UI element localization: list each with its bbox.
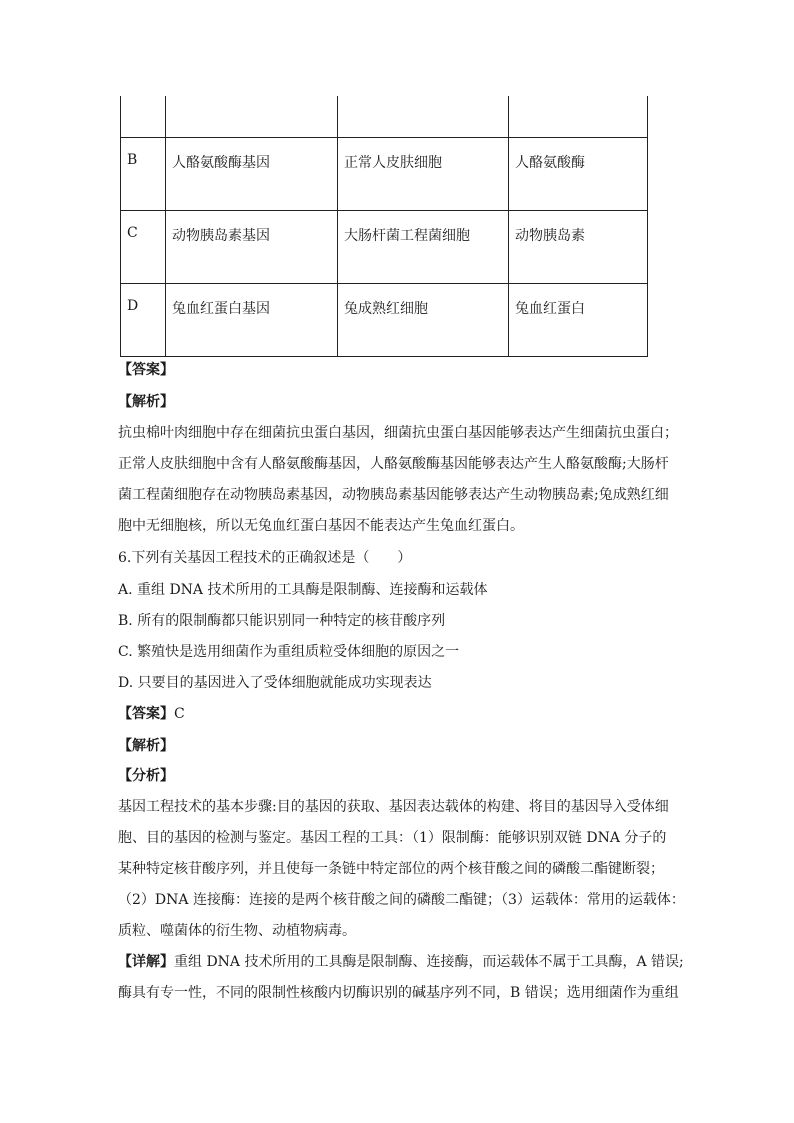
q6-detail-label: 【详解】 — [118, 954, 174, 970]
text-line: 正常人皮肤细胞中含有人酪氨酸酶基因，人酪氨酸酶基因能够表达产生人酪氨酸酶;大肠杆 — [118, 456, 669, 472]
text-line: 某种特定核苷酸序列，并且使每一条链中特定部位的两个核苷酸之间的磷酸二酯键断裂； — [118, 861, 664, 877]
table-row — [121, 138, 648, 211]
text-line: 质粒、噬菌体的衍生物、动植物病毒。 — [118, 923, 356, 939]
q6-answer-label: 【答案】 — [118, 706, 174, 722]
q6-option-b: B. 所有的限制酶都只能识别同一种特定的核苷酸序列 — [118, 613, 446, 629]
q6-answer-value: C — [174, 706, 185, 722]
table-cell-gene: 兔血红蛋白基因 — [166, 284, 338, 357]
q6-option-a: A. 重组 DNA 技术所用的工具酶是限制酶、连接酶和运载体 — [118, 582, 488, 598]
text-line-content: 重组 DNA 技术所用的工具酶是限制酶、连接酶，而运载体不属于工具酶，A 错误; — [174, 954, 684, 970]
table-cell-cell: 正常人皮肤细胞 — [338, 138, 509, 211]
q6-option-d: D. 只要目的基因进入了受体细胞就能成功实现表达 — [118, 675, 432, 691]
table-cell-product: 人酪氨酸酶 — [509, 138, 648, 211]
text-line — [118, 947, 684, 978]
table-cell-product: 兔血红蛋白 — [509, 284, 648, 357]
text-line: 基因工程技术的基本步骤:目的基因的获取、基因表达载体的构建、将目的基因导入受体细 — [118, 799, 669, 815]
options-table — [120, 96, 648, 357]
table-cell-gene: 动物胰岛素基因 — [166, 211, 338, 284]
q5-answer-label: 【答案】 — [118, 362, 174, 378]
table-cell-product: 动物胰岛素 — [509, 211, 648, 284]
table-cell-option: B — [121, 138, 166, 211]
table-row — [121, 284, 648, 357]
text-line: （2）DNA 连接酶：连接的是两个核苷酸之间的磷酸二酯键；（3）运载体：常用的运载体： — [118, 892, 685, 908]
q5-analysis-text — [118, 418, 678, 542]
q6-analysis-label: 【解析】 — [118, 738, 174, 754]
text-line: 胞、目的基因的检测与鉴定。基因工程的工具：（1）限制酶：能够识别双链 DNA 分子的 — [118, 830, 667, 846]
text-line: 胞中无细胞核，所以无兔血红蛋白基因不能表达产生兔血红蛋白。 — [118, 518, 524, 534]
table-row-continued — [121, 96, 648, 138]
text-line: 菌工程菌细胞存在动物胰岛素基因，动物胰岛素基因能够表达产生动物胰岛素;兔成熟红细 — [118, 487, 669, 503]
text-line: 酶具有专一性，不同的限制性核酸内切酶识别的碱基序列不同，B 错误；选用细菌作为重组 — [118, 985, 679, 1001]
table-row — [121, 211, 648, 284]
table-cell-option: D — [121, 284, 166, 357]
q6-detail-text — [118, 947, 684, 1009]
q6-answer — [118, 704, 678, 725]
table-cell-cell: 大肠杆菌工程菌细胞 — [338, 211, 509, 284]
text-line: 抗虫棉叶肉细胞中存在细菌抗虫蛋白基因，细菌抗虫蛋白基因能够表达产生细菌抗虫蛋白； — [118, 425, 678, 441]
q6-fenxi-label: 【分析】 — [118, 768, 174, 784]
q6-fenxi-text — [118, 792, 685, 947]
q6-option-c: C. 繁殖快是选用细菌作为重组质粒受体细胞的原因之一 — [118, 644, 460, 660]
q5-analysis-label: 【解析】 — [118, 394, 174, 410]
table-cell-cell: 兔成熟红细胞 — [338, 284, 509, 357]
table-cell-option: C — [121, 211, 166, 284]
table-cell-gene: 人酪氨酸酶基因 — [166, 138, 338, 211]
q6-stem: 6.下列有关基因工程技术的正确叙述是（ ） — [118, 550, 412, 566]
